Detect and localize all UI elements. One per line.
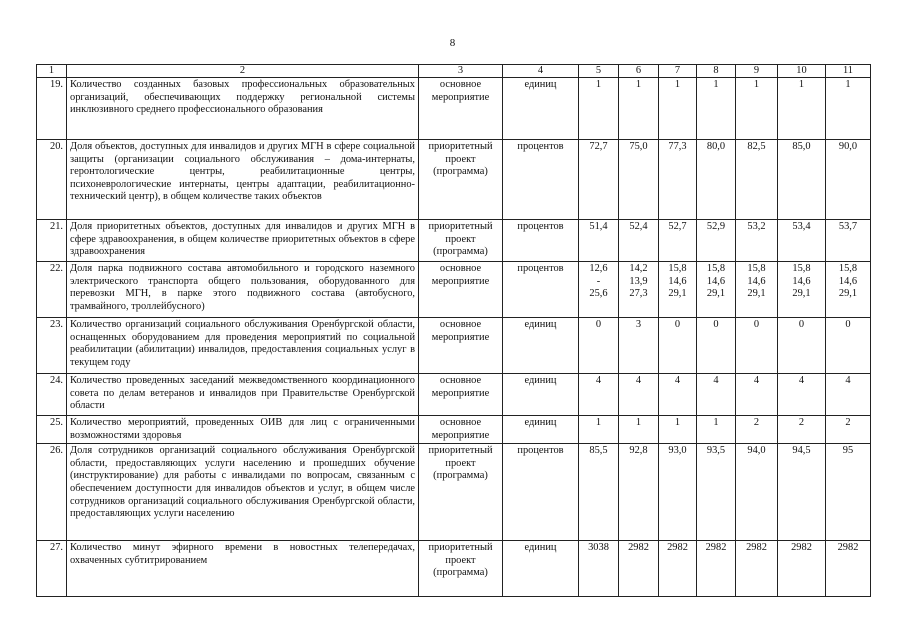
indicator-type: основное мероприятие (419, 374, 503, 416)
table-row (37, 262, 871, 318)
indicator-type: приоритетный проект (программа) (419, 541, 503, 597)
value-cell: 0 (778, 318, 826, 374)
unit-of-measure: процентов (503, 444, 579, 541)
value-cell: 1 (697, 78, 736, 140)
column-header: 8 (697, 65, 736, 78)
value-cell: 12,6 - 25,6 (579, 262, 619, 318)
value-cell: 4 (619, 374, 659, 416)
indicator-type: приоритетный проект (программа) (419, 140, 503, 220)
value-cell: 94,5 (778, 444, 826, 541)
value-cell: 2982 (619, 541, 659, 597)
unit-of-measure: единиц (503, 416, 579, 444)
table-row (37, 220, 871, 262)
value-cell: 3038 (579, 541, 619, 597)
indicator-description: Количество мероприятий, проведенных ОИВ для лиц с ограниченными возможностями здоровья (67, 416, 419, 444)
value-cell: 90,0 (826, 140, 871, 220)
value-cell: 52,9 (697, 220, 736, 262)
value-cell: 0 (697, 318, 736, 374)
value-cell: 82,5 (736, 140, 778, 220)
value-cell: 4 (659, 374, 697, 416)
row-number: 25. (37, 416, 67, 444)
row-number: 20. (37, 140, 67, 220)
value-cell: 3 (619, 318, 659, 374)
value-cell: 15,8 14,6 29,1 (736, 262, 778, 318)
value-cell: 75,0 (619, 140, 659, 220)
value-cell: 14,2 13,9 27,3 (619, 262, 659, 318)
value-cell: 15,8 14,6 29,1 (659, 262, 697, 318)
indicators-table (36, 64, 871, 597)
unit-of-measure: единиц (503, 541, 579, 597)
row-number: 19. (37, 78, 67, 140)
indicator-description: Количество организаций социального обслуживания Оренбургской области, оснащенных оборудованием для проведения мероприятий по социальной реабилитации (абилитации) инвалидов, предоставления социальных услуг в текущем году (67, 318, 419, 374)
value-cell: 1 (579, 416, 619, 444)
column-header: 10 (778, 65, 826, 78)
value-cell: 4 (736, 374, 778, 416)
unit-of-measure: единиц (503, 374, 579, 416)
column-header: 7 (659, 65, 697, 78)
column-header: 1 (37, 65, 67, 78)
row-number: 22. (37, 262, 67, 318)
value-cell: 1 (659, 416, 697, 444)
value-cell: 2982 (697, 541, 736, 597)
indicator-description: Доля объектов, доступных для инвалидов и других МГН в сфере социальной защиты (организации социального обслуживания – дома-интернаты, геронтологические центры, реабилитационные центры, психоневрологические интернаты, центры адаптации, реабилитационно-технический центр), в общем количестве таких объектов (67, 140, 419, 220)
column-header: 2 (67, 65, 419, 78)
value-cell: 15,8 14,6 29,1 (778, 262, 826, 318)
indicator-description: Количество созданных базовых профессиональных образовательных организаций, обеспечивающих поддержку региональной системы инклюзивного среднего профессионального образования (67, 78, 419, 140)
value-cell: 2 (826, 416, 871, 444)
value-cell: 93,0 (659, 444, 697, 541)
header-row (37, 65, 871, 78)
table-row (37, 318, 871, 374)
row-number: 27. (37, 541, 67, 597)
indicator-description: Доля сотрудников организаций социального обслуживания Оренбургской области, предоставляющих услуги населению и прошедших обучение (инструктирование) для работы с инвалидами по вопросам, связанным с обеспечением доступности для инвалидов объектов и услуг, в общем числе сотрудников организаций социального обслуживания Оренбургской области, предоставляющих услуги населению (67, 444, 419, 541)
value-cell: 1 (778, 78, 826, 140)
column-header: 3 (419, 65, 503, 78)
value-cell: 15,8 14,6 29,1 (826, 262, 871, 318)
value-cell: 80,0 (697, 140, 736, 220)
indicator-type: приоритетный проект (программа) (419, 220, 503, 262)
value-cell: 1 (826, 78, 871, 140)
table-row (37, 140, 871, 220)
value-cell: 1 (697, 416, 736, 444)
unit-of-measure: процентов (503, 262, 579, 318)
value-cell: 2982 (778, 541, 826, 597)
table-body (37, 78, 871, 597)
value-cell: 4 (826, 374, 871, 416)
page-number: 8 (449, 37, 456, 49)
value-cell: 85,5 (579, 444, 619, 541)
value-cell: 1 (736, 78, 778, 140)
value-cell: 0 (736, 318, 778, 374)
column-header: 11 (826, 65, 871, 78)
value-cell: 2 (736, 416, 778, 444)
value-cell: 2982 (826, 541, 871, 597)
value-cell: 0 (826, 318, 871, 374)
value-cell: 1 (659, 78, 697, 140)
indicator-description: Доля парка подвижного состава автомобильного и городского наземного электрического транспорта общего пользования, оборудованного для перевозки МГН, в парке этого подвижного состава (автобусного, трамвайного, троллейбусного) (67, 262, 419, 318)
indicator-type: основное мероприятие (419, 262, 503, 318)
value-cell: 53,7 (826, 220, 871, 262)
value-cell: 77,3 (659, 140, 697, 220)
value-cell: 1 (579, 78, 619, 140)
row-number: 24. (37, 374, 67, 416)
indicator-type: основное мероприятие (419, 318, 503, 374)
value-cell: 72,7 (579, 140, 619, 220)
value-cell: 94,0 (736, 444, 778, 541)
row-number: 23. (37, 318, 67, 374)
value-cell: 2 (778, 416, 826, 444)
value-cell: 52,7 (659, 220, 697, 262)
row-number: 26. (37, 444, 67, 541)
table-row (37, 78, 871, 140)
value-cell: 1 (619, 78, 659, 140)
table-row (37, 444, 871, 541)
table-row (37, 416, 871, 444)
indicator-description: Количество проведенных заседаний межведомственного координационного совета по делам ветеранов и инвалидов при Правительстве Оренбургской области (67, 374, 419, 416)
value-cell: 51,4 (579, 220, 619, 262)
value-cell: 85,0 (778, 140, 826, 220)
table-row (37, 541, 871, 597)
unit-of-measure: единиц (503, 78, 579, 140)
indicator-type: основное мероприятие (419, 78, 503, 140)
column-header: 4 (503, 65, 579, 78)
unit-of-measure: процентов (503, 140, 579, 220)
unit-of-measure: процентов (503, 220, 579, 262)
column-header: 6 (619, 65, 659, 78)
value-cell: 92,8 (619, 444, 659, 541)
indicator-type: основное мероприятие (419, 416, 503, 444)
column-header: 5 (579, 65, 619, 78)
value-cell: 15,8 14,6 29,1 (697, 262, 736, 318)
value-cell: 95 (826, 444, 871, 541)
value-cell: 0 (579, 318, 619, 374)
unit-of-measure: единиц (503, 318, 579, 374)
value-cell: 2982 (736, 541, 778, 597)
indicator-description: Количество минут эфирного времени в новостных телепередачах, охваченных субтитрированием (67, 541, 419, 597)
value-cell: 53,2 (736, 220, 778, 262)
table-row (37, 374, 871, 416)
column-header: 9 (736, 65, 778, 78)
value-cell: 2982 (659, 541, 697, 597)
value-cell: 93,5 (697, 444, 736, 541)
value-cell: 4 (778, 374, 826, 416)
value-cell: 4 (579, 374, 619, 416)
indicator-type: приоритетный проект (программа) (419, 444, 503, 541)
row-number: 21. (37, 220, 67, 262)
value-cell: 52,4 (619, 220, 659, 262)
value-cell: 1 (619, 416, 659, 444)
indicator-description: Доля приоритетных объектов, доступных для инвалидов и других МГН в сфере здравоохранения, в общем количестве приоритетных объектов в сфере здравоохранения (67, 220, 419, 262)
value-cell: 4 (697, 374, 736, 416)
value-cell: 53,4 (778, 220, 826, 262)
value-cell: 0 (659, 318, 697, 374)
